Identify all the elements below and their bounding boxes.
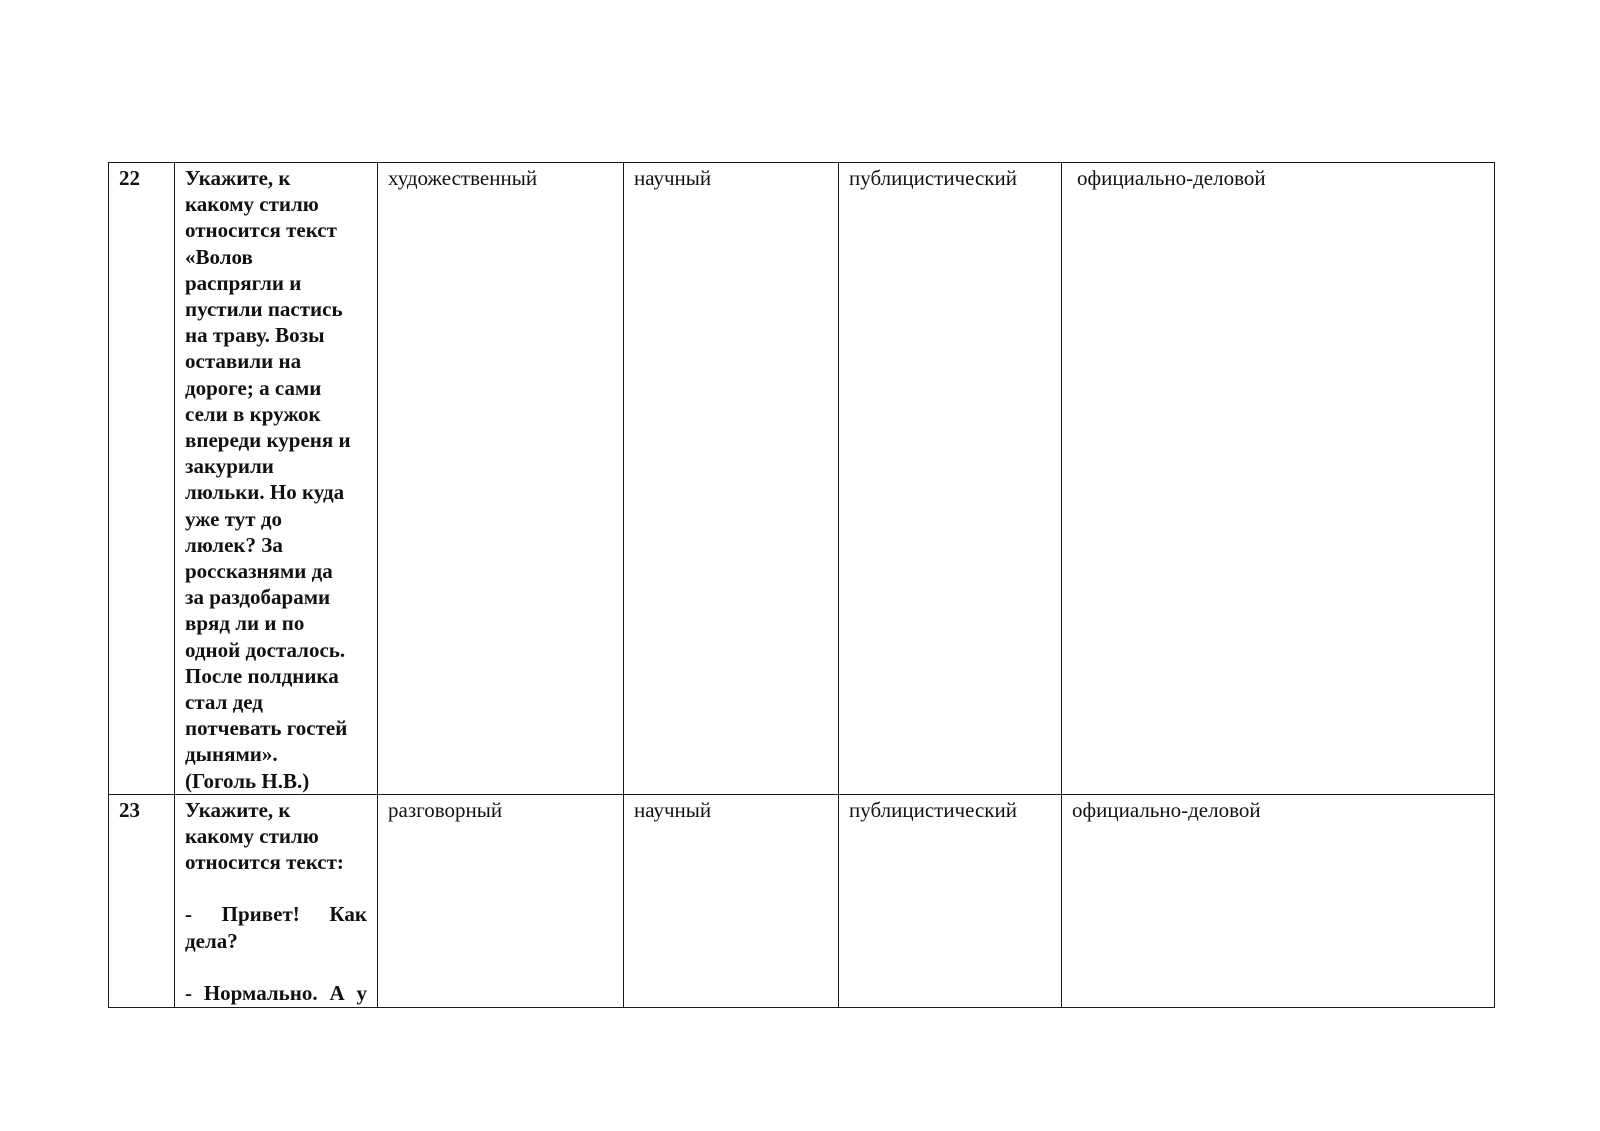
answer-cell: [378, 794, 624, 1007]
question-line: россказнями да: [185, 559, 333, 584]
question-line: стал дед: [185, 690, 263, 715]
answer-option: публицистический: [849, 797, 1017, 822]
test-table: [108, 162, 1495, 1008]
question-line: дынями».: [185, 742, 278, 767]
question-line: относится текст:: [185, 850, 344, 875]
question-line: впереди куреня и: [185, 428, 351, 453]
question-line: сели в кружок: [185, 401, 321, 426]
answer-option: разговорный: [388, 797, 503, 822]
question-line: какому стилю: [185, 824, 319, 849]
question-line: оставили на: [185, 349, 302, 374]
blank-line: [185, 875, 367, 901]
answer-cell: [624, 794, 839, 1007]
answer-cell: [839, 163, 1062, 795]
answer-cell: [378, 163, 624, 795]
question-line: Укажите, к: [185, 166, 291, 190]
answer-option: научный: [634, 166, 712, 190]
dialogue-line: - Нормально. А у: [185, 980, 367, 1005]
answer-cell: [1062, 794, 1495, 1007]
question-number-cell: [109, 794, 175, 1007]
question-text: [175, 163, 377, 794]
question-line: потчевать гостей: [185, 716, 348, 741]
question-number-cell: [109, 163, 175, 795]
question-line: относится текст: [185, 218, 337, 243]
blank-line: [185, 954, 367, 980]
question-line: за раздобарами: [185, 585, 331, 610]
question-line: люльки. Но куда: [185, 480, 345, 505]
answer-option: официально-деловой: [1077, 166, 1266, 190]
question-cell: [175, 163, 378, 795]
question-line: вряд ли и по: [185, 611, 305, 636]
question-number: 23: [119, 797, 140, 822]
dialogue-line: дела?: [185, 928, 238, 953]
dialogue-line: - Привет! Как: [185, 902, 367, 927]
answer-cell: [839, 794, 1062, 1007]
answer-cell: [624, 163, 839, 795]
answer-option: публицистический: [849, 166, 1017, 190]
question-line: уже тут до: [185, 506, 282, 531]
table-row: [109, 794, 1495, 1007]
question-line: распрягли и: [185, 270, 302, 295]
answer-option: официально-деловой: [1072, 797, 1261, 822]
question-number: 22: [119, 166, 140, 190]
question-line: (Гоголь Н.В.): [185, 768, 310, 793]
question-line: пустили пастись: [185, 297, 343, 322]
question-line: После полдника: [185, 663, 339, 688]
question-line: какому стилю: [185, 192, 319, 217]
answer-option: художественный: [388, 166, 538, 190]
question-line: на траву. Возы: [185, 323, 325, 348]
question-line: Укажите, к: [185, 797, 291, 822]
question-line: закурили: [185, 454, 274, 479]
question-cell: [175, 794, 378, 1007]
answer-option: научный: [634, 797, 712, 822]
question-line: «Волов: [185, 244, 253, 269]
question-text: [175, 795, 377, 1007]
answer-cell: [1062, 163, 1495, 795]
question-line: люлек? За: [185, 532, 283, 557]
table-row: [109, 163, 1495, 795]
question-line: одной досталось.: [185, 637, 346, 662]
question-line: дороге; а сами: [185, 375, 322, 400]
